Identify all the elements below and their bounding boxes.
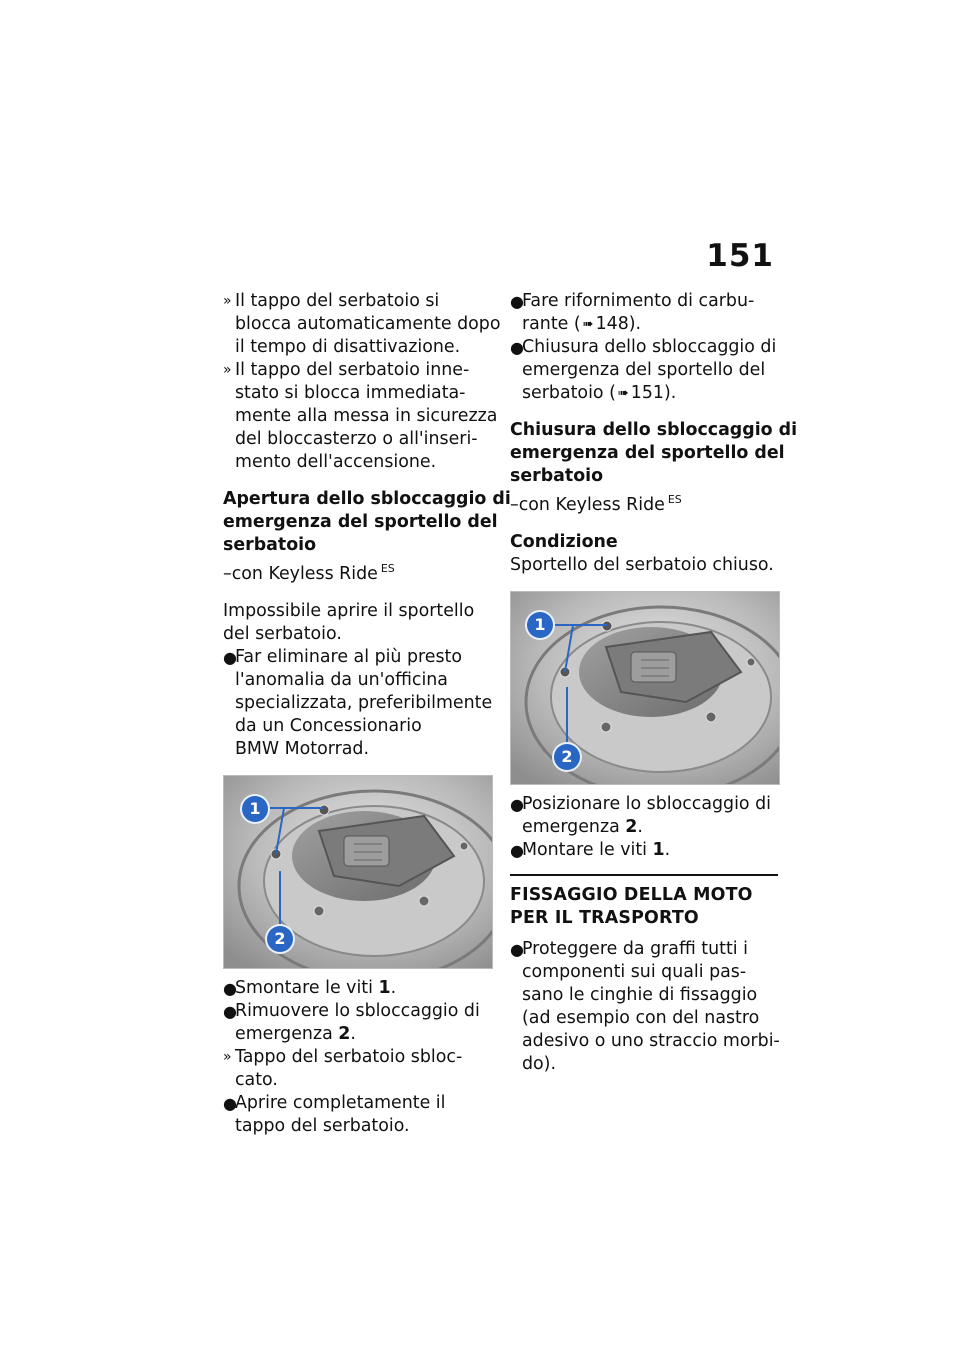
right-column: [510, 290, 798, 1076]
list-item: » Tappo del serbatoio sbloc- cato.: [223, 1047, 463, 1090]
bullet-icon: ●: [510, 795, 524, 814]
list-item: ● Chiusura dello sbloccaggio di emergenza del sportello del serbatoio ( ➠ 151).: [510, 337, 777, 403]
condition-text: Sportello del serbatoio chiuso.: [510, 555, 774, 575]
list-item: ● Fare rifornimento di carbu- rante ( ➠ 148).: [510, 291, 755, 334]
bullet-icon: ●: [510, 338, 524, 357]
bullet-icon: ●: [510, 292, 524, 311]
page-number: 151: [706, 238, 774, 274]
result-icon: »: [223, 293, 232, 309]
section-divider: [510, 874, 778, 876]
list-item: ● Proteggere da graffi tutti i componenti sui quali pas- sano le cinghie di fissaggio (ad esempio con del nastro adesivo o uno straccio morbi- do).: [510, 939, 780, 1074]
list-item: » Il tappo del serbatoio inne- stato si blocca immediata- mente alla messa in sicurezza del bloccasterzo o all'inseri- mento dell'accensione.: [223, 360, 498, 472]
variant-note: –con Keyless Ride $^{ES}$: [223, 562, 395, 584]
left-column: [223, 290, 511, 1138]
fuel-cap-figure: [510, 591, 780, 785]
condition-title: Condizione: [510, 532, 618, 552]
bullet-icon: ●: [510, 841, 524, 860]
section-heading: Apertura dello sbloccaggio di emergenza del sportello del serbatoio: [223, 489, 511, 555]
variant-note: –con Keyless Ride $^{ES}$: [510, 493, 682, 515]
arrow-right-icon: ➠: [617, 386, 629, 401]
arrow-right-icon: ➠: [582, 317, 594, 332]
list-item: ● Rimuovere lo sbloccaggio di emergenza 2.: [223, 1001, 480, 1044]
intro-text: Impossibile aprire il sportello: [223, 601, 475, 621]
list-item: ● Far eliminare al più presto l'anomalia da un'officina specializzata, preferibilmente da un Concessionario BMW Motorrad.: [223, 647, 493, 759]
bullet-icon: ●: [223, 1002, 237, 1021]
fuel-cap-figure: [223, 775, 493, 969]
list-item: ● Aprire completamente il tappo del serbatoio.: [223, 1093, 446, 1136]
section-title: FISSAGGIO DELLA MOTO PER IL TRASPORTO: [510, 885, 753, 928]
callout-1: 1: [527, 612, 553, 638]
page-reference-link[interactable]: 148).: [595, 314, 642, 334]
bullet-icon: ●: [223, 1094, 237, 1113]
bullet-icon: ●: [223, 648, 237, 667]
list-item: ● Posizionare lo sbloccaggio di emergenza 2.: [510, 794, 771, 837]
callout-2: 2: [267, 926, 293, 952]
list-item: » Il tappo del serbatoio si blocca automaticamente dopo il tempo di disattivazione.: [223, 291, 501, 357]
bullet-icon: ●: [510, 940, 524, 959]
callout-1: 1: [242, 796, 268, 822]
page-reference-link[interactable]: 151).: [630, 383, 677, 403]
list-item: ● Montare le viti 1.: [510, 840, 671, 860]
section-heading: Chiusura dello sbloccaggio di emergenza del sportello del serbatoio: [510, 420, 798, 486]
result-icon: »: [223, 362, 232, 378]
callout-2: 2: [554, 744, 580, 770]
result-icon: »: [223, 1049, 232, 1065]
bullet-icon: ●: [223, 979, 237, 998]
list-item: ● Smontare le viti 1.: [223, 978, 397, 998]
intro-text: del serbatoio.: [223, 624, 342, 644]
